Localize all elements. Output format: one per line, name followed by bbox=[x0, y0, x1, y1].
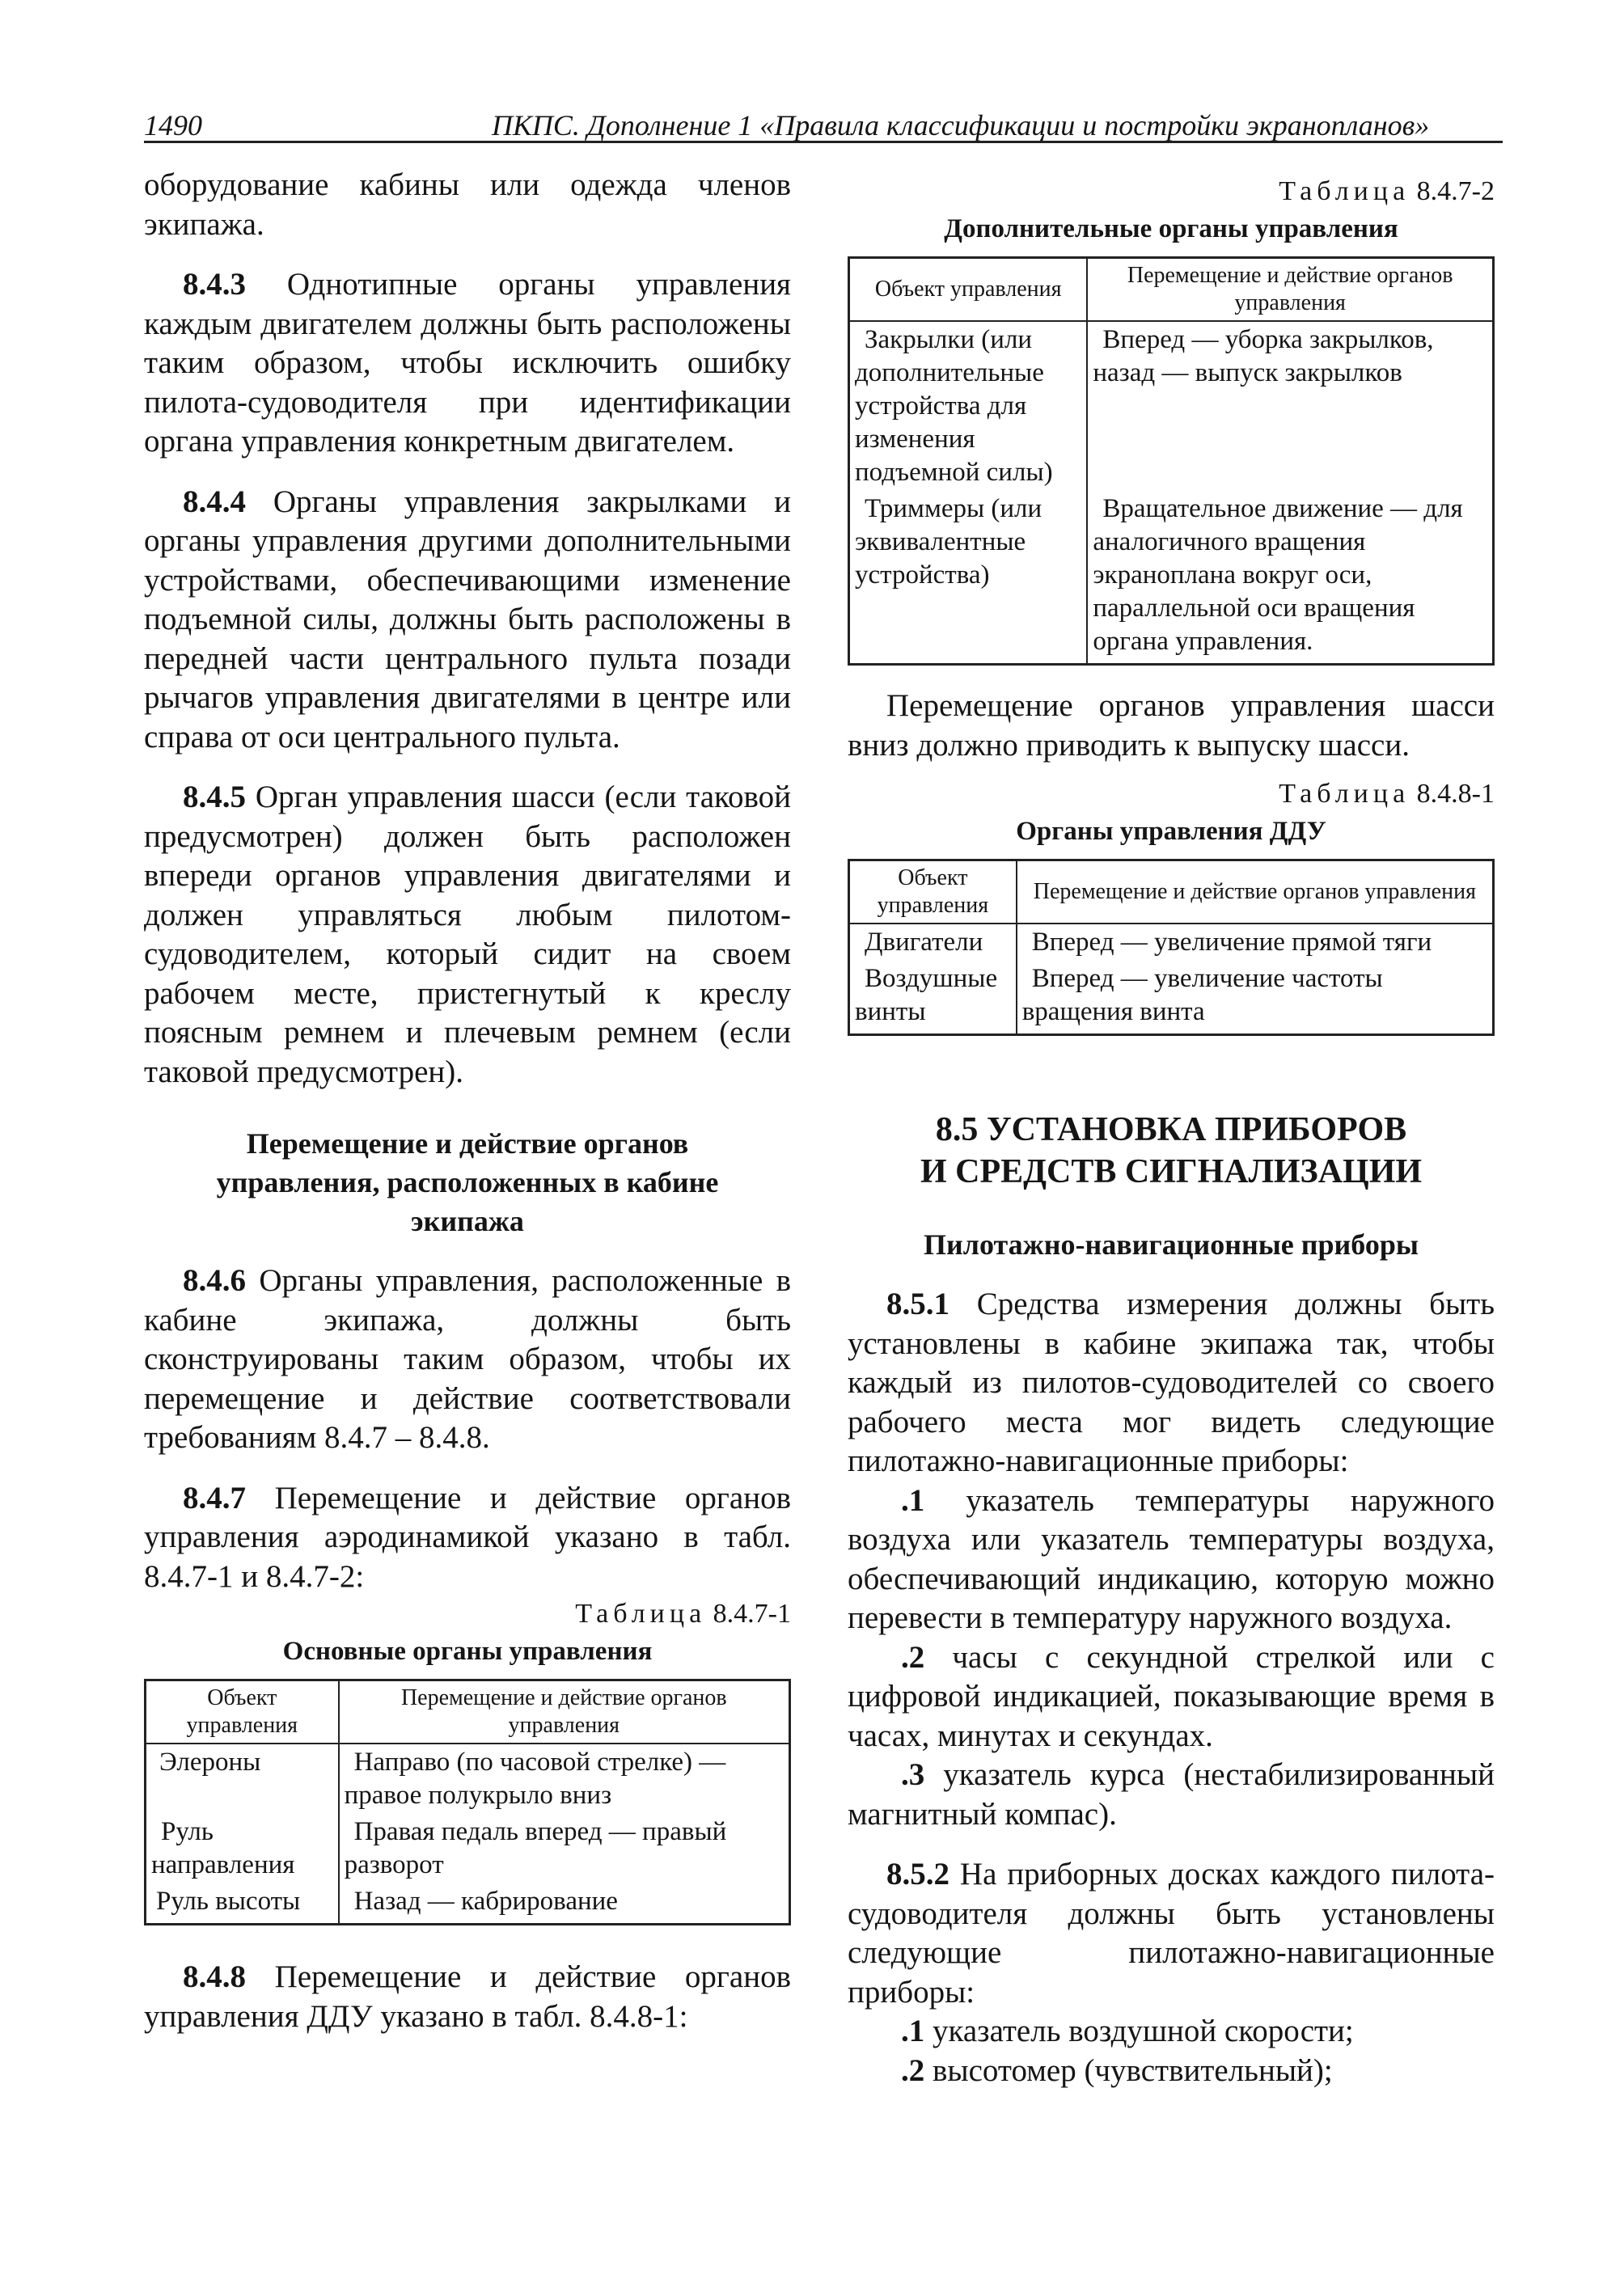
clause-number: 8.4.4 bbox=[183, 484, 246, 519]
table-main-controls bbox=[144, 1679, 791, 1925]
right-column bbox=[848, 166, 1495, 2090]
subheading-instruments: Пилотажно-навигационные приборы bbox=[924, 1228, 1419, 1261]
table-row bbox=[146, 1814, 790, 1883]
table-row bbox=[849, 491, 1494, 665]
table-row bbox=[849, 924, 1494, 961]
section-title-line2: И СРЕДСТВ СИГНАЛИЗАЦИИ bbox=[920, 1153, 1423, 1190]
clause-text: Органы управления закрылками и органы управления другими дополнительными устройствами, обеспечивающими изменение подъемной силы, должны быть расположены в передней части центрального пульта позади рычагов управления двигателями в центре или справа от оси центрального пульта. bbox=[144, 484, 791, 755]
table-label bbox=[144, 1596, 791, 1632]
clause-text: Органы управления, расположенные в кабине экипажа, должны быть сконструированы таким образом, чтобы их перемещение и действие соответствовали требованиям 8.4.7 – 8.4.8. bbox=[144, 1263, 791, 1455]
cell-action: Вперед — уборка закрылков, назад — выпуск закрылков bbox=[1087, 321, 1493, 491]
paragraph-8-4-4 bbox=[144, 483, 791, 758]
cell-object: Руль высоты bbox=[146, 1883, 339, 1925]
paragraph-continuation: оборудование кабины или одежда членов экипажа. bbox=[144, 167, 791, 242]
cell-object: Двигатели bbox=[849, 924, 1017, 961]
clause-text: Перемещение и действие органов управления аэродинамикой указано в табл. 8.4.7-1 и 8.4.7-2: bbox=[144, 1480, 791, 1594]
clause-text: Перемещение и действие органов управления ДДУ указано в табл. 8.4.8-1: bbox=[144, 1959, 791, 2034]
clause-number: 8.4.7 bbox=[183, 1480, 246, 1515]
table-label bbox=[848, 174, 1495, 209]
table-word: Таблица bbox=[575, 1599, 707, 1629]
item-text: указатель курса (нестабилизированный магнитный компас). bbox=[848, 1757, 1495, 1832]
item-text: высотомер (чувствительный); bbox=[924, 2052, 1333, 2088]
clause-number: 8.4.3 bbox=[183, 267, 246, 302]
paragraph-8-4-7 bbox=[144, 1479, 791, 1597]
cell-action: Назад — кабрирование bbox=[339, 1883, 790, 1925]
cell-object: Руль направления bbox=[146, 1814, 339, 1883]
table-title: Органы управления ДДУ bbox=[1016, 817, 1326, 846]
paragraph-8-4-8 bbox=[144, 1958, 791, 2036]
paragraph-8-5-1 bbox=[848, 1285, 1495, 1482]
left-column bbox=[144, 166, 791, 2036]
cell-object: Элероны bbox=[146, 1744, 339, 1814]
item-number: .2 bbox=[901, 2052, 925, 2088]
column-header: Объект управления bbox=[146, 1680, 339, 1744]
clause-number: 8.4.8 bbox=[183, 1959, 246, 1994]
table-label bbox=[848, 776, 1495, 812]
clause-text: Средства измерения должны быть установлены в кабине экипажа так, чтобы каждый из пилотов-судоводителей со своего рабочего места мог видеть следующие пилотажно-навигационные приборы: bbox=[848, 1287, 1495, 1478]
section-title-line1: 8.5 УСТАНОВКА ПРИБОРОВ bbox=[935, 1111, 1407, 1148]
item-text: указатель воздушной скорости; bbox=[924, 2014, 1354, 2048]
list-item bbox=[848, 1756, 1495, 1834]
table-title: Дополнительные органы управления bbox=[944, 214, 1398, 243]
paragraph-8-4-3 bbox=[144, 265, 791, 462]
section-title bbox=[848, 1109, 1495, 1193]
column-header: Перемещение и действие органов управления bbox=[339, 1680, 790, 1744]
paragraph-8-4-6 bbox=[144, 1262, 791, 1458]
list-item bbox=[848, 1482, 1495, 1638]
paragraph-8-4-5 bbox=[144, 778, 791, 1092]
item-text: указатель температуры наружного воздуха или указатель температуры воздуха, обеспечивающий индикацию, которую можно перевести в температуру наружного воздуха. bbox=[848, 1482, 1495, 1635]
column-header: Объект управления bbox=[849, 860, 1017, 924]
column-header: Перемещение и действие органов управления bbox=[1087, 258, 1493, 322]
table-row bbox=[849, 961, 1494, 1035]
column-header: Объект управления bbox=[849, 258, 1088, 322]
cell-action: Правая педаль вперед — правый разворот bbox=[339, 1814, 790, 1883]
table-additional-controls bbox=[848, 256, 1495, 666]
item-number: .2 bbox=[901, 1639, 925, 1675]
table-engine-controls bbox=[848, 859, 1495, 1036]
clause-number: 8.4.6 bbox=[183, 1263, 246, 1298]
clause-number: 8.5.1 bbox=[886, 1287, 949, 1321]
running-title: ПКПС. Дополнение 1 «Правила классификации и постройки экранопланов» bbox=[492, 109, 1430, 142]
subheading-controls-in-cabin: Перемещение и действие органов управления, расположенных в кабине экипажа bbox=[216, 1127, 719, 1237]
clause-number: 8.4.5 bbox=[183, 780, 246, 814]
cell-action: Вперед — увеличение прямой тяги bbox=[1017, 924, 1494, 961]
table-number: 8.4.7-1 bbox=[713, 1599, 791, 1629]
clause-text: Орган управления шасси (если таковой предусмотрен) должен быть расположен впереди органов управления двигателями и должен управляться любым пилотом-судоводителем, который сидит на своем рабочем месте, пристегнутый к креслу поясным ремнем и плечевым ремнем (если таковой предусмотрен). bbox=[144, 780, 791, 1089]
cell-object: Закрылки (или дополнительные устройства для изменения подъемной силы) bbox=[849, 321, 1088, 491]
item-number: .3 bbox=[901, 1757, 925, 1792]
table-number: 8.4.7-2 bbox=[1416, 176, 1495, 206]
cell-object: Триммеры (или эквивалентные устройства) bbox=[849, 491, 1088, 665]
cell-action: Вперед — увеличение частоты вращения винта bbox=[1017, 961, 1494, 1035]
running-header bbox=[144, 100, 1503, 143]
table-row bbox=[146, 1883, 790, 1925]
table-row bbox=[849, 321, 1494, 491]
clause-text: На приборных досках каждого пилота-судоводителя должны быть установлены следующие пилотажно-навигационные приборы: bbox=[848, 1857, 1495, 2010]
list-item bbox=[848, 1638, 1495, 1756]
clause-number: 8.5.2 bbox=[886, 1857, 949, 1892]
cell-action: Вращательное движение — для аналогичного вращения экраноплана вокруг оси, параллельной оси вращения органа управления. bbox=[1087, 491, 1493, 665]
cell-object: Воздушные винты bbox=[849, 961, 1017, 1035]
table-row bbox=[146, 1744, 790, 1814]
item-text: часы с секундной стрелкой или с цифровой индикацией, показывающие время в часах, минутах и секундах. bbox=[848, 1639, 1495, 1753]
table-number: 8.4.8-1 bbox=[1416, 779, 1495, 809]
table-word: Таблица bbox=[1279, 176, 1410, 206]
item-number: .1 bbox=[901, 1482, 925, 1518]
table-word: Таблица bbox=[1279, 779, 1410, 809]
paragraph-8-5-2 bbox=[848, 1855, 1495, 2012]
column-header: Перемещение и действие органов управления bbox=[1017, 860, 1494, 924]
item-number: .1 bbox=[901, 2014, 925, 2048]
page-number: 1490 bbox=[144, 109, 202, 142]
cell-action: Направо (по часовой стрелке) — правое полукрыло вниз bbox=[339, 1744, 790, 1814]
clause-text: Однотипные органы управления каждым двигателем должны быть расположены таким образом, чтобы исключить ошибку пилота-судоводителя при идентификации органа управления конкретным двигателем. bbox=[144, 267, 791, 459]
list-item bbox=[848, 2052, 1495, 2091]
table-title: Основные органы управления bbox=[282, 1637, 653, 1666]
paragraph-chassis: Перемещение органов управления шасси вниз должно приводить к выпуску шасси. bbox=[848, 688, 1495, 763]
list-item bbox=[848, 2012, 1495, 2052]
